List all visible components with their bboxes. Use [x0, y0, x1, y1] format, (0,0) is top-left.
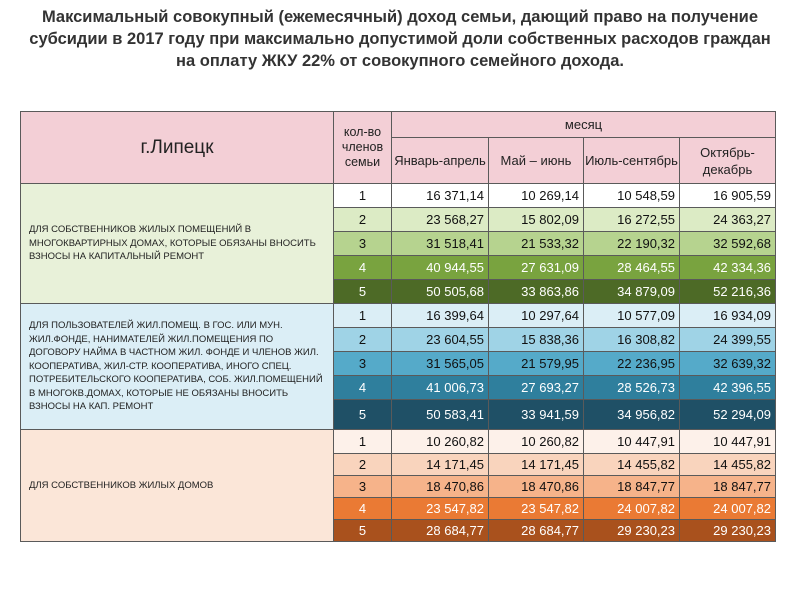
category-label: ДЛЯ ПОЛЬЗОВАТЕЛЕЙ ЖИЛ.ПОМЕЩ. В ГОС. ИЛИ МУН. ЖИЛ.ФОНДЕ, НАНИМАТЕЛЕЙ ЖИЛ.ПОМЕЩЕНИЯ ПО ДОГОВОРУ НАЙМА В ЧАСТНОМ ЖИЛ. ФОНДЕ И ЧЛЕНОВ ЖИЛ. КООПЕРАТИВА, ЖИЛ-СТР. КООПЕРАТИВА, ИНОГО СПЕЦ. ПОТРЕБИТЕЛЬСКОГО КООПЕРАТИВА, СОБ. ЖИЛ.ПОМЕЩЕНИЙ В МНОГОКВ.ДОМАХ, КОТОРЫЕ НЕ ОБЯЗАНЫ ВНОСИТЬ ВЗНОСЫ НА КАП. РЕМОНТ [21, 304, 334, 430]
period-header: Январь-апрель [392, 138, 489, 184]
period-header: Июль-сентябрь [584, 138, 680, 184]
income-value-cell: 10 297,64 [489, 304, 584, 328]
family-count-cell: 2 [334, 208, 392, 232]
income-value-cell: 31 518,41 [392, 232, 489, 256]
income-value-cell: 10 260,82 [489, 430, 584, 454]
family-count-cell: 3 [334, 352, 392, 376]
table-row [21, 304, 776, 328]
month-header: месяц [392, 112, 776, 138]
income-value-cell: 34 956,82 [584, 400, 680, 430]
income-value-cell: 34 879,09 [584, 280, 680, 304]
subsidy-table [20, 111, 776, 542]
family-count-header: кол-во членов семьи [334, 112, 392, 184]
income-value-cell: 18 847,77 [584, 476, 680, 498]
page-title [0, 6, 800, 72]
income-value-cell: 40 944,55 [392, 256, 489, 280]
income-value-cell: 16 934,09 [680, 304, 776, 328]
income-value-cell: 14 171,45 [489, 454, 584, 476]
category-label: ДЛЯ СОБСТВЕННИКОВ ЖИЛЫХ ПОМЕЩЕНИЙ В МНОГОКВАРТИРНЫХ ДОМАХ, КОТОРЫЕ ОБЯЗАНЫ ВНОСИТЬ ВЗНОСЫ НА КАПИТАЛЬНЫЙ РЕМОНТ [21, 184, 334, 304]
title-line-3: на оплату ЖКУ 22% от совокупного семейного дохода. [176, 52, 624, 70]
income-value-cell: 24 399,55 [680, 328, 776, 352]
income-value-cell: 50 583,41 [392, 400, 489, 430]
income-value-cell: 52 216,36 [680, 280, 776, 304]
income-value-cell: 27 693,27 [489, 376, 584, 400]
income-value-cell: 23 547,82 [489, 498, 584, 520]
income-value-cell: 28 684,77 [392, 520, 489, 542]
family-count-cell: 1 [334, 304, 392, 328]
title-line-2: субсидии в 2017 году при максимально допустимой доли собственных расходов граждан [29, 30, 771, 48]
income-value-cell: 23 547,82 [392, 498, 489, 520]
income-value-cell: 14 455,82 [680, 454, 776, 476]
income-value-cell: 21 533,32 [489, 232, 584, 256]
family-count-cell: 2 [334, 328, 392, 352]
income-value-cell: 18 847,77 [680, 476, 776, 498]
income-value-cell: 15 838,36 [489, 328, 584, 352]
income-value-cell: 33 941,59 [489, 400, 584, 430]
income-value-cell: 15 802,09 [489, 208, 584, 232]
table-row [21, 430, 776, 454]
period-header: Май – июнь [489, 138, 584, 184]
city-header: г.Липецк [21, 112, 334, 184]
income-value-cell: 16 371,14 [392, 184, 489, 208]
family-count-cell: 2 [334, 454, 392, 476]
income-value-cell: 32 592,68 [680, 232, 776, 256]
income-value-cell: 18 470,86 [392, 476, 489, 498]
income-value-cell: 24 007,82 [680, 498, 776, 520]
title-line-1: Максимальный совокупный (ежемесячный) доход семьи, дающий право на получение [41, 8, 759, 26]
income-value-cell: 23 604,55 [392, 328, 489, 352]
income-value-cell: 10 577,09 [584, 304, 680, 328]
income-value-cell: 41 006,73 [392, 376, 489, 400]
income-value-cell: 10 260,82 [392, 430, 489, 454]
income-value-cell: 42 396,55 [680, 376, 776, 400]
income-value-cell: 42 334,36 [680, 256, 776, 280]
income-value-cell: 24 363,27 [680, 208, 776, 232]
family-count-cell: 5 [334, 400, 392, 430]
income-value-cell: 28 684,77 [489, 520, 584, 542]
income-value-cell: 18 470,86 [489, 476, 584, 498]
table-row [21, 184, 776, 208]
income-value-cell: 28 526,73 [584, 376, 680, 400]
family-count-cell: 5 [334, 280, 392, 304]
family-count-cell: 3 [334, 476, 392, 498]
period-header: Октябрь-декабрь [680, 138, 776, 184]
income-value-cell: 23 568,27 [392, 208, 489, 232]
income-value-cell: 22 190,32 [584, 232, 680, 256]
family-count-cell: 1 [334, 430, 392, 454]
income-value-cell: 22 236,95 [584, 352, 680, 376]
income-value-cell: 50 505,68 [392, 280, 489, 304]
income-value-cell: 16 272,55 [584, 208, 680, 232]
income-value-cell: 24 007,82 [584, 498, 680, 520]
family-count-cell: 1 [334, 184, 392, 208]
income-value-cell: 33 863,86 [489, 280, 584, 304]
income-value-cell: 16 399,64 [392, 304, 489, 328]
family-count-cell: 4 [334, 256, 392, 280]
category-label: ДЛЯ СОБСТВЕННИКОВ ЖИЛЫХ ДОМОВ [21, 430, 334, 542]
family-count-cell: 4 [334, 376, 392, 400]
family-count-cell: 3 [334, 232, 392, 256]
income-value-cell: 29 230,23 [680, 520, 776, 542]
income-value-cell: 21 579,95 [489, 352, 584, 376]
income-value-cell: 10 447,91 [584, 430, 680, 454]
income-value-cell: 52 294,09 [680, 400, 776, 430]
income-value-cell: 32 639,32 [680, 352, 776, 376]
family-count-cell: 4 [334, 498, 392, 520]
income-value-cell: 31 565,05 [392, 352, 489, 376]
income-value-cell: 29 230,23 [584, 520, 680, 542]
income-value-cell: 14 171,45 [392, 454, 489, 476]
family-count-cell: 5 [334, 520, 392, 542]
income-value-cell: 16 308,82 [584, 328, 680, 352]
income-value-cell: 10 447,91 [680, 430, 776, 454]
income-value-cell: 10 269,14 [489, 184, 584, 208]
income-value-cell: 10 548,59 [584, 184, 680, 208]
income-value-cell: 27 631,09 [489, 256, 584, 280]
income-value-cell: 16 905,59 [680, 184, 776, 208]
income-value-cell: 28 464,55 [584, 256, 680, 280]
income-value-cell: 14 455,82 [584, 454, 680, 476]
